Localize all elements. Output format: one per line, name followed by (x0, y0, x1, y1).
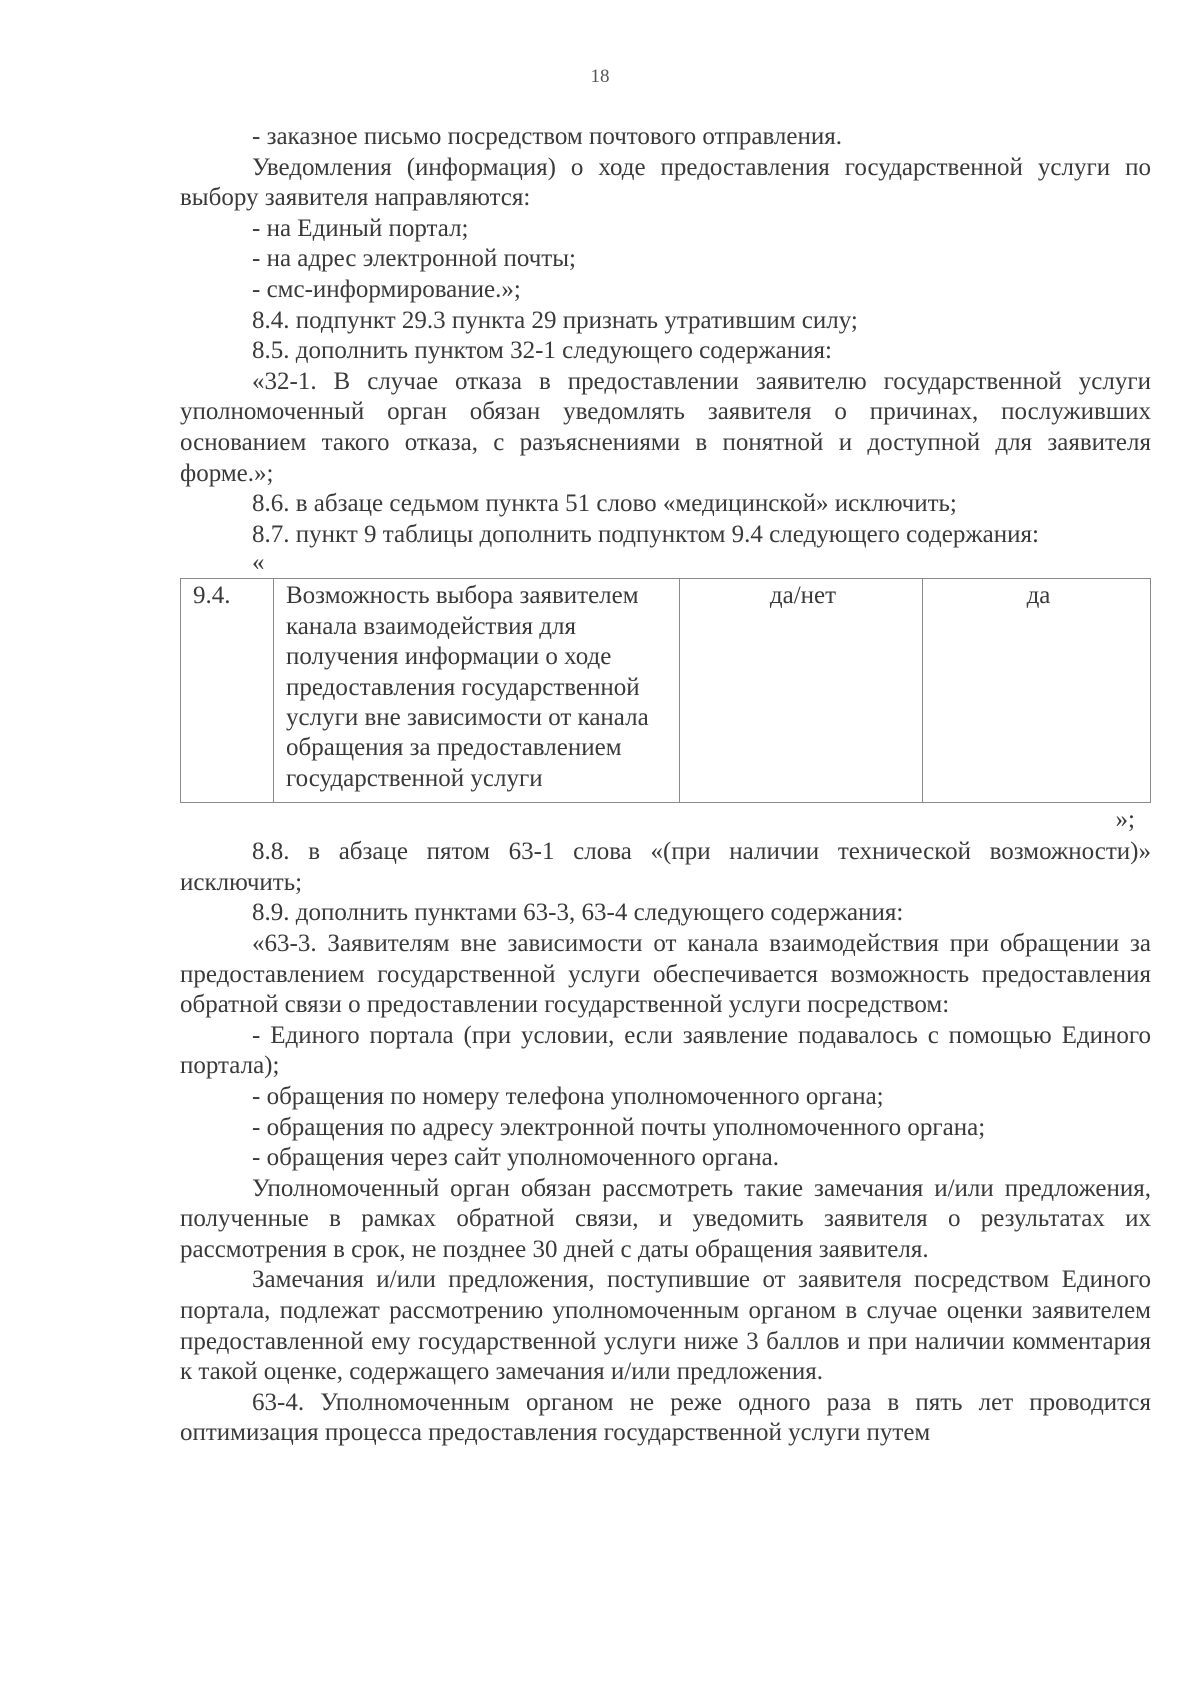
document-body (180, 122, 1151, 1449)
paragraph: - на Единый портал; (252, 214, 469, 242)
page-number: 18 (590, 66, 610, 87)
table-cell-unit: да/нет (680, 579, 923, 803)
paragraph: 8.4. подпункт 29.3 пункта 29 признать утратившим силу; (252, 306, 858, 334)
paragraph: - обращения по номеру телефона уполномоченного органа; (252, 1082, 884, 1110)
paragraph: 8.6. в абзаце седьмом пункта 51 слово «медицинской» исключить; (252, 490, 957, 518)
paragraph: - заказное письмо посредством почтового отправления. (252, 123, 843, 150)
table-cell-number: 9.4. (181, 579, 274, 803)
paragraph: - смс-информирование.»; (252, 275, 521, 303)
paragraph: 8.8. в абзаце пятом 63-1 слова «(при наличии технической возможности)» исключить; (180, 838, 1151, 896)
paragraph: - Единого портала (при условии, если заявление подавалось с помощью Единого портала); (180, 1021, 1151, 1080)
table-cell-value: да (923, 579, 1151, 803)
quote-open-mark: « (252, 549, 265, 577)
paragraph: - на адрес электронной почты; (252, 245, 576, 273)
paragraph: Замечания и/или предложения, поступившие от заявителя посредством Единого портала, подлежат рассмотрению уполномоченным органом в случае оценки заявителем предоставленной ему государственной услуги ниже 3 баллов и при наличии комментария к такой оценке, содержащего замечания и/или предложения. (180, 1266, 1151, 1386)
paragraph: 63-4. Уполномоченным органом не реже одного раза в пять лет проводится оптимизация процесса предоставления государственной услуги путем (180, 1388, 1151, 1447)
paragraph: 8.7. пункт 9 таблицы дополнить подпунктом 9.4 следующего содержания: (252, 520, 1039, 548)
table-cell-description: Возможность выбора заявителем канала взаимодействия для получения информации о ходе предоставления государственной услуги вне зависимости от канала обращения за предоставлением государственной услуги (274, 579, 680, 803)
amendment-table (180, 578, 1151, 803)
paragraph: Уведомления (информация) о ходе предоставления государственной услуги по выбору заявителя направляются: (180, 153, 1151, 212)
paragraph: - обращения через сайт уполномоченного органа. (252, 1144, 779, 1172)
paragraph: - обращения по адресу электронной почты уполномоченного органа; (252, 1113, 986, 1141)
table-row (181, 579, 1151, 803)
paragraph: «32-1. В случае отказа в предоставлении заявителю государственной услуги уполномоченный орган обязан уведомлять заявителя о причинах, послуживших основанием такого отказа, с разъяснениями в понятной и доступной для заявителя форме.»; (180, 367, 1151, 487)
paragraph: Уполномоченный орган обязан рассмотреть такие замечания и/или предложения, полученные в рамках обратной связи, и уведомить заявителя о результатах их рассмотрения в срок, не позднее 30 дней с даты обращения заявителя. (180, 1174, 1151, 1263)
paragraph: 8.9. дополнить пунктами 63-3, 63-4 следующего содержания: (252, 899, 904, 927)
paragraph: «63-3. Заявителям вне зависимости от канала взаимодействия при обращении за предоставлением государственной услуги обеспечивается возможность предоставления обратной связи о предоставлении государственной услуги посредством: (180, 929, 1151, 1019)
paragraph: 8.5. дополнить пунктом 32-1 следующего содержания: (252, 337, 832, 365)
quote-close-mark: »; (1115, 806, 1135, 834)
